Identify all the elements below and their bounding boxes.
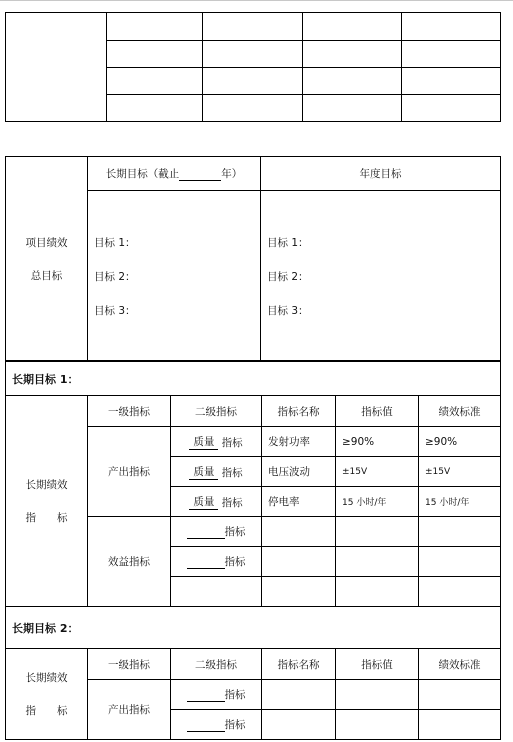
level2-cell xyxy=(171,710,262,740)
indicator-value: ≥90% xyxy=(336,427,419,457)
indicator-value xyxy=(336,517,419,547)
table-cell xyxy=(303,95,402,122)
indicator-name xyxy=(262,547,336,577)
level2-blank xyxy=(187,691,225,702)
indicator-value: 15 小时/年 xyxy=(336,487,419,517)
indicator-standard xyxy=(419,547,501,577)
project-goal-label-line2: 总目标 xyxy=(30,269,63,282)
indicator-name: 停电率 xyxy=(262,487,336,517)
annual-goal-3: 目标 3： xyxy=(267,305,309,317)
indicator-name: 发射功率 xyxy=(262,427,336,457)
section2-row-label xyxy=(6,649,88,740)
table-cell xyxy=(107,68,203,95)
long-term-goals-cell xyxy=(88,191,261,361)
section1-row-label-line1: 长期绩效 xyxy=(25,479,68,491)
level2-cell xyxy=(171,577,262,607)
level2-cell xyxy=(171,427,262,457)
annual-goal-header: 年度目标 xyxy=(261,157,501,191)
top-table xyxy=(5,12,501,122)
indicator-name xyxy=(262,710,336,740)
table-cell xyxy=(402,41,501,68)
output-indicator-label: 产出指标 xyxy=(88,427,171,517)
long-term-goal-header xyxy=(88,157,261,191)
table-cell xyxy=(107,95,203,122)
indicator-standard xyxy=(419,680,501,710)
benefit-indicator-label: 效益指标 xyxy=(88,517,171,607)
table-cell xyxy=(203,13,303,41)
indicator-standard xyxy=(419,517,501,547)
section2-row-label-line2: 指 标 xyxy=(25,705,68,717)
table-cell xyxy=(303,68,402,95)
long-term-header-prefix: 长期目标（截止 xyxy=(105,168,180,180)
table-cell xyxy=(107,41,203,68)
long-term-goal-2: 目标 2： xyxy=(94,271,136,283)
level2-prefix: 质量 xyxy=(189,464,218,480)
indicator-value xyxy=(336,577,419,607)
level2-suffix: 指标 xyxy=(224,689,246,701)
section1-row-label-line2: 指 标 xyxy=(25,512,68,524)
table-cell xyxy=(402,95,501,122)
annual-goal-1: 目标 1： xyxy=(267,237,309,249)
level2-suffix: 指标 xyxy=(224,526,246,538)
indicator-standard: ≥90% xyxy=(419,427,501,457)
header-level2: 二级指标 xyxy=(171,396,262,427)
header-level2: 二级指标 xyxy=(171,649,262,680)
indicator-value: ±15V xyxy=(336,457,419,487)
level2-cell xyxy=(171,517,262,547)
header-standard: 绩效标准 xyxy=(419,396,501,427)
indicator-value xyxy=(336,710,419,740)
year-blank xyxy=(179,170,221,181)
indicator-standard: ±15V xyxy=(419,457,501,487)
level2-suffix: 指标 xyxy=(224,556,246,568)
level2-cell xyxy=(171,680,262,710)
indicator-value xyxy=(336,680,419,710)
section1-table xyxy=(5,361,501,740)
level2-suffix: 指标 xyxy=(218,436,243,449)
long-term-goal-3: 目标 3： xyxy=(94,305,136,317)
project-goal-label-line1: 项目绩效 xyxy=(25,236,68,249)
long-term-goal-1: 目标 1： xyxy=(94,237,136,249)
indicator-value xyxy=(336,547,419,577)
level2-cell xyxy=(171,487,262,517)
header-name: 指标名称 xyxy=(262,649,336,680)
section2-row-label-line1: 长期绩效 xyxy=(25,672,68,684)
header-level1: 一级指标 xyxy=(88,396,171,427)
header-value: 指标值 xyxy=(336,396,419,427)
level2-suffix: 指标 xyxy=(224,719,246,731)
level2-prefix: 质量 xyxy=(189,494,218,510)
level2-cell xyxy=(171,547,262,577)
table-cell xyxy=(303,41,402,68)
level2-cell xyxy=(171,457,262,487)
table-cell xyxy=(402,13,501,41)
table-cell xyxy=(107,13,203,41)
table-cell xyxy=(303,13,402,41)
indicator-name xyxy=(262,680,336,710)
top-left-cell xyxy=(6,13,107,122)
annual-goal-2: 目标 2： xyxy=(267,271,309,283)
output-indicator-label: 产出指标 xyxy=(88,680,171,740)
table-cell xyxy=(203,95,303,122)
indicator-standard: 15 小时/年 xyxy=(419,487,501,517)
indicator-standard xyxy=(419,577,501,607)
page-top-edge xyxy=(0,0,513,10)
level2-suffix: 指标 xyxy=(218,466,243,479)
header-level1: 一级指标 xyxy=(88,649,171,680)
table-cell xyxy=(203,68,303,95)
section1-title: 长期目标 1： xyxy=(6,362,501,396)
indicator-name xyxy=(262,517,336,547)
project-goal-label-cell xyxy=(6,157,88,361)
table-cell xyxy=(203,41,303,68)
section2-title: 长期目标 2： xyxy=(6,607,501,649)
level2-blank xyxy=(187,528,225,539)
header-name: 指标名称 xyxy=(262,396,336,427)
goals-table xyxy=(5,156,501,361)
header-standard: 绩效标准 xyxy=(419,649,501,680)
level2-blank xyxy=(187,558,225,569)
section1-row-label xyxy=(6,396,88,607)
annual-goals-cell xyxy=(261,191,501,361)
header-value: 指标值 xyxy=(336,649,419,680)
indicator-name xyxy=(262,577,336,607)
long-term-header-suffix: 年） xyxy=(221,168,243,180)
table-cell xyxy=(402,68,501,95)
indicator-standard xyxy=(419,710,501,740)
indicator-name: 电压波动 xyxy=(262,457,336,487)
level2-prefix: 质量 xyxy=(189,434,218,450)
level2-blank xyxy=(187,721,225,732)
level2-suffix: 指标 xyxy=(218,496,243,509)
